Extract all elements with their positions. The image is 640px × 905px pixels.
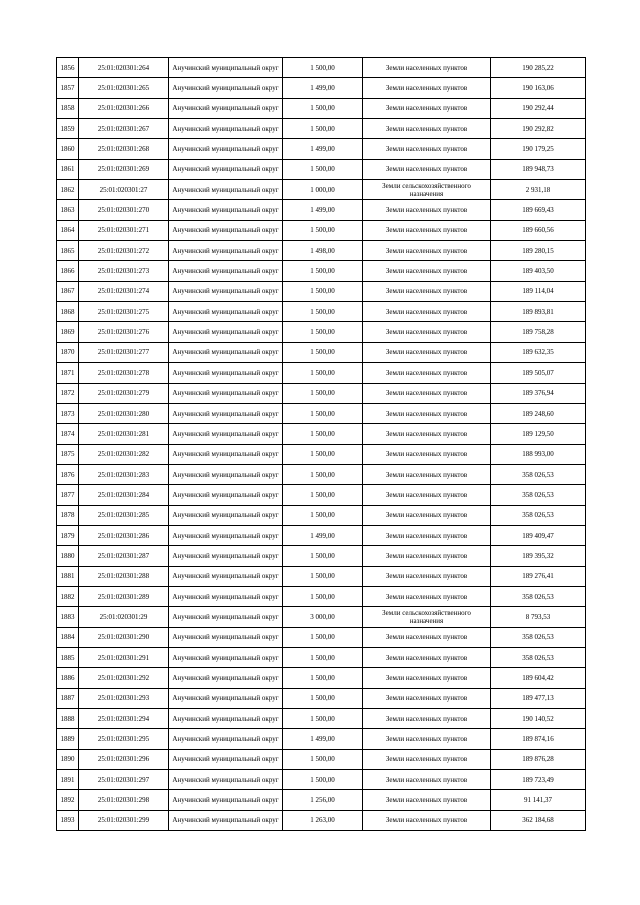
cadastral-value-cell: 189 477,13 [491, 688, 586, 708]
row-number-cell: 1860 [57, 139, 79, 159]
table-row [57, 261, 586, 281]
land-category-cell: Земли населенных пунктов [363, 322, 491, 342]
land-category-cell: Земли населенных пунктов [363, 444, 491, 464]
row-number-cell: 1877 [57, 485, 79, 505]
land-category-cell: Земли населенных пунктов [363, 281, 491, 301]
cadastral-number-cell: 25:01:020301:27 [79, 180, 169, 200]
district-cell: Анучинский муниципальный округ [169, 525, 283, 545]
table-row [57, 383, 586, 403]
cadastral-value-cell: 189 505,07 [491, 363, 586, 383]
table-row [57, 647, 586, 667]
land-category-cell: Земли населенных пунктов [363, 566, 491, 586]
table-row [57, 444, 586, 464]
area-cell: 1 500,00 [283, 322, 363, 342]
land-category-cell: Земли населенных пунктов [363, 383, 491, 403]
cadastral-value-cell: 189 129,50 [491, 424, 586, 444]
cadastral-value-cell: 189 409,47 [491, 525, 586, 545]
district-cell: Анучинский муниципальный округ [169, 505, 283, 525]
row-number-cell: 1881 [57, 566, 79, 586]
cadastral-number-cell: 25:01:020301:296 [79, 749, 169, 769]
row-number-cell: 1869 [57, 322, 79, 342]
table-row [57, 464, 586, 484]
table-row [57, 322, 586, 342]
table-row [57, 241, 586, 261]
district-cell: Анучинский муниципальный округ [169, 281, 283, 301]
row-number-cell: 1872 [57, 383, 79, 403]
cadastral-value-cell: 189 874,16 [491, 729, 586, 749]
row-number-cell: 1890 [57, 749, 79, 769]
area-cell: 1 500,00 [283, 403, 363, 423]
row-number-cell: 1883 [57, 607, 79, 627]
cadastral-number-cell: 25:01:020301:280 [79, 403, 169, 423]
cadastral-value-cell: 189 632,35 [491, 342, 586, 362]
land-plots-table [56, 57, 586, 831]
cadastral-value-cell: 190 292,82 [491, 119, 586, 139]
cadastral-value-cell: 189 403,50 [491, 261, 586, 281]
district-cell: Анучинский муниципальный округ [169, 322, 283, 342]
land-category-cell: Земли населенных пунктов [363, 403, 491, 423]
row-number-cell: 1856 [57, 58, 79, 78]
area-cell: 1 500,00 [283, 505, 363, 525]
land-category-cell: Земли населенных пунктов [363, 668, 491, 688]
cadastral-number-cell: 25:01:020301:293 [79, 688, 169, 708]
district-cell: Анучинский муниципальный округ [169, 119, 283, 139]
cadastral-value-cell: 188 993,00 [491, 444, 586, 464]
district-cell: Анучинский муниципальный округ [169, 586, 283, 606]
land-category-cell: Земли населенных пунктов [363, 810, 491, 830]
cadastral-number-cell: 25:01:020301:297 [79, 770, 169, 790]
cadastral-number-cell: 25:01:020301:264 [79, 58, 169, 78]
cadastral-value-cell: 189 758,28 [491, 322, 586, 342]
row-number-cell: 1864 [57, 220, 79, 240]
cadastral-number-cell: 25:01:020301:29 [79, 607, 169, 627]
table-row [57, 790, 586, 810]
land-category-cell: Земли населенных пунктов [363, 98, 491, 118]
cadastral-value-cell: 358 026,53 [491, 505, 586, 525]
land-category-cell: Земли населенных пунктов [363, 78, 491, 98]
cadastral-number-cell: 25:01:020301:282 [79, 444, 169, 464]
row-number-cell: 1863 [57, 200, 79, 220]
table-row [57, 749, 586, 769]
table-row [57, 729, 586, 749]
table-row [57, 566, 586, 586]
table-row [57, 546, 586, 566]
area-cell: 1 499,00 [283, 139, 363, 159]
area-cell: 1 500,00 [283, 58, 363, 78]
cadastral-number-cell: 25:01:020301:290 [79, 627, 169, 647]
table-row [57, 281, 586, 301]
land-category-cell: Земли населенных пунктов [363, 119, 491, 139]
land-category-cell: Земли населенных пунктов [363, 790, 491, 810]
district-cell: Анучинский муниципальный округ [169, 668, 283, 688]
cadastral-value-cell: 358 026,53 [491, 464, 586, 484]
cadastral-number-cell: 25:01:020301:295 [79, 729, 169, 749]
district-cell: Анучинский муниципальный округ [169, 241, 283, 261]
cadastral-value-cell: 189 604,42 [491, 668, 586, 688]
cadastral-number-cell: 25:01:020301:291 [79, 647, 169, 667]
land-category-cell: Земли населенных пунктов [363, 546, 491, 566]
row-number-cell: 1891 [57, 770, 79, 790]
cadastral-value-cell: 190 285,22 [491, 58, 586, 78]
row-number-cell: 1887 [57, 688, 79, 708]
cadastral-number-cell: 25:01:020301:294 [79, 709, 169, 729]
cadastral-number-cell: 25:01:020301:284 [79, 485, 169, 505]
land-category-cell: Земли населенных пунктов [363, 709, 491, 729]
cadastral-value-cell: 189 893,81 [491, 302, 586, 322]
area-cell: 1 000,00 [283, 180, 363, 200]
cadastral-value-cell: 358 026,53 [491, 627, 586, 647]
area-cell: 1 500,00 [283, 627, 363, 647]
table-row [57, 342, 586, 362]
area-cell: 1 499,00 [283, 78, 363, 98]
land-category-cell: Земли населенных пунктов [363, 729, 491, 749]
row-number-cell: 1870 [57, 342, 79, 362]
cadastral-value-cell: 2 931,18 [491, 180, 586, 200]
cadastral-number-cell: 25:01:020301:287 [79, 546, 169, 566]
cadastral-value-cell: 189 660,56 [491, 220, 586, 240]
area-cell: 1 500,00 [283, 342, 363, 362]
area-cell: 1 500,00 [283, 261, 363, 281]
area-cell: 1 500,00 [283, 220, 363, 240]
cadastral-value-cell: 362 184,68 [491, 810, 586, 830]
table-row [57, 424, 586, 444]
table-row [57, 302, 586, 322]
land-category-cell: Земли населенных пунктов [363, 464, 491, 484]
row-number-cell: 1889 [57, 729, 79, 749]
area-cell: 1 499,00 [283, 729, 363, 749]
row-number-cell: 1867 [57, 281, 79, 301]
cadastral-value-cell: 189 248,60 [491, 403, 586, 423]
district-cell: Анучинский муниципальный округ [169, 98, 283, 118]
district-cell: Анучинский муниципальный округ [169, 200, 283, 220]
land-category-cell: Земли населенных пунктов [363, 424, 491, 444]
area-cell: 1 500,00 [283, 709, 363, 729]
area-cell: 1 498,00 [283, 241, 363, 261]
district-cell: Анучинский муниципальный округ [169, 729, 283, 749]
table-row [57, 98, 586, 118]
land-category-cell: Земли населенных пунктов [363, 525, 491, 545]
district-cell: Анучинский муниципальный округ [169, 58, 283, 78]
area-cell: 1 500,00 [283, 566, 363, 586]
cadastral-number-cell: 25:01:020301:274 [79, 281, 169, 301]
area-cell: 1 500,00 [283, 668, 363, 688]
cadastral-number-cell: 25:01:020301:276 [79, 322, 169, 342]
row-number-cell: 1868 [57, 302, 79, 322]
row-number-cell: 1875 [57, 444, 79, 464]
cadastral-number-cell: 25:01:020301:268 [79, 139, 169, 159]
district-cell: Анучинский муниципальный округ [169, 424, 283, 444]
district-cell: Анучинский муниципальный округ [169, 180, 283, 200]
district-cell: Анучинский муниципальный округ [169, 383, 283, 403]
land-category-cell: Земли сельскохозяйственного назначения [363, 607, 491, 627]
cadastral-value-cell: 190 292,44 [491, 98, 586, 118]
table-row [57, 688, 586, 708]
area-cell: 1 500,00 [283, 688, 363, 708]
row-number-cell: 1878 [57, 505, 79, 525]
cadastral-number-cell: 25:01:020301:279 [79, 383, 169, 403]
district-cell: Анучинский муниципальный округ [169, 363, 283, 383]
district-cell: Анучинский муниципальный округ [169, 464, 283, 484]
cadastral-number-cell: 25:01:020301:267 [79, 119, 169, 139]
cadastral-value-cell: 358 026,53 [491, 485, 586, 505]
area-cell: 1 500,00 [283, 546, 363, 566]
cadastral-number-cell: 25:01:020301:272 [79, 241, 169, 261]
land-category-cell: Земли населенных пунктов [363, 627, 491, 647]
district-cell: Анучинский муниципальный округ [169, 749, 283, 769]
row-number-cell: 1892 [57, 790, 79, 810]
row-number-cell: 1858 [57, 98, 79, 118]
row-number-cell: 1874 [57, 424, 79, 444]
table-row [57, 403, 586, 423]
cadastral-value-cell: 189 376,94 [491, 383, 586, 403]
area-cell: 1 500,00 [283, 302, 363, 322]
table-row [57, 607, 586, 627]
table-row [57, 159, 586, 179]
cadastral-value-cell: 189 395,32 [491, 546, 586, 566]
land-category-cell: Земли населенных пунктов [363, 241, 491, 261]
table-row [57, 363, 586, 383]
land-category-cell: Земли населенных пунктов [363, 505, 491, 525]
cadastral-value-cell: 358 026,53 [491, 586, 586, 606]
cadastral-number-cell: 25:01:020301:285 [79, 505, 169, 525]
area-cell: 1 500,00 [283, 383, 363, 403]
land-category-cell: Земли населенных пунктов [363, 58, 491, 78]
district-cell: Анучинский муниципальный округ [169, 790, 283, 810]
area-cell: 1 499,00 [283, 200, 363, 220]
row-number-cell: 1862 [57, 180, 79, 200]
area-cell: 1 500,00 [283, 119, 363, 139]
table-row [57, 505, 586, 525]
land-category-cell: Земли населенных пунктов [363, 139, 491, 159]
land-category-cell: Земли населенных пунктов [363, 363, 491, 383]
land-category-cell: Земли населенных пунктов [363, 200, 491, 220]
cadastral-number-cell: 25:01:020301:271 [79, 220, 169, 240]
table-row [57, 770, 586, 790]
area-cell: 3 000,00 [283, 607, 363, 627]
cadastral-value-cell: 189 276,41 [491, 566, 586, 586]
land-category-cell: Земли сельскохозяйственного назначения [363, 180, 491, 200]
table-row [57, 200, 586, 220]
cadastral-number-cell: 25:01:020301:286 [79, 525, 169, 545]
district-cell: Анучинский муниципальный округ [169, 647, 283, 667]
table-row [57, 810, 586, 830]
district-cell: Анучинский муниципальный округ [169, 566, 283, 586]
district-cell: Анучинский муниципальный округ [169, 342, 283, 362]
cadastral-number-cell: 25:01:020301:299 [79, 810, 169, 830]
row-number-cell: 1859 [57, 119, 79, 139]
area-cell: 1 500,00 [283, 424, 363, 444]
cadastral-value-cell: 8 793,53 [491, 607, 586, 627]
cadastral-value-cell: 189 114,04 [491, 281, 586, 301]
table-row [57, 119, 586, 139]
cadastral-value-cell: 358 026,53 [491, 647, 586, 667]
district-cell: Анучинский муниципальный округ [169, 220, 283, 240]
land-category-cell: Земли населенных пунктов [363, 342, 491, 362]
table-row [57, 180, 586, 200]
row-number-cell: 1871 [57, 363, 79, 383]
row-number-cell: 1886 [57, 668, 79, 688]
cadastral-number-cell: 25:01:020301:281 [79, 424, 169, 444]
land-category-cell: Земли населенных пунктов [363, 586, 491, 606]
table-row [57, 139, 586, 159]
district-cell: Анучинский муниципальный округ [169, 627, 283, 647]
land-category-cell: Земли населенных пунктов [363, 261, 491, 281]
land-category-cell: Земли населенных пунктов [363, 688, 491, 708]
table-row [57, 627, 586, 647]
table-row [57, 220, 586, 240]
row-number-cell: 1888 [57, 709, 79, 729]
row-number-cell: 1876 [57, 464, 79, 484]
table-row [57, 485, 586, 505]
area-cell: 1 500,00 [283, 281, 363, 301]
row-number-cell: 1873 [57, 403, 79, 423]
cadastral-value-cell: 190 140,52 [491, 709, 586, 729]
cadastral-value-cell: 189 723,49 [491, 770, 586, 790]
cadastral-value-cell: 189 876,28 [491, 749, 586, 769]
district-cell: Анучинский муниципальный округ [169, 810, 283, 830]
cadastral-number-cell: 25:01:020301:273 [79, 261, 169, 281]
row-number-cell: 1857 [57, 78, 79, 98]
table-row [57, 78, 586, 98]
district-cell: Анучинский муниципальный округ [169, 688, 283, 708]
cadastral-number-cell: 25:01:020301:277 [79, 342, 169, 362]
area-cell: 1 500,00 [283, 363, 363, 383]
row-number-cell: 1884 [57, 627, 79, 647]
cadastral-value-cell: 189 280,15 [491, 241, 586, 261]
district-cell: Анучинский муниципальный округ [169, 261, 283, 281]
district-cell: Анучинский муниципальный округ [169, 485, 283, 505]
table-body [57, 58, 586, 831]
cadastral-number-cell: 25:01:020301:283 [79, 464, 169, 484]
cadastral-value-cell: 190 179,25 [491, 139, 586, 159]
cadastral-number-cell: 25:01:020301:269 [79, 159, 169, 179]
row-number-cell: 1861 [57, 159, 79, 179]
cadastral-value-cell: 189 948,73 [491, 159, 586, 179]
area-cell: 1 256,00 [283, 790, 363, 810]
district-cell: Анучинский муниципальный округ [169, 546, 283, 566]
cadastral-value-cell: 189 669,43 [491, 200, 586, 220]
cadastral-number-cell: 25:01:020301:270 [79, 200, 169, 220]
area-cell: 1 500,00 [283, 464, 363, 484]
cadastral-number-cell: 25:01:020301:275 [79, 302, 169, 322]
district-cell: Анучинский муниципальный округ [169, 444, 283, 464]
row-number-cell: 1879 [57, 525, 79, 545]
district-cell: Анучинский муниципальный округ [169, 403, 283, 423]
area-cell: 1 500,00 [283, 159, 363, 179]
district-cell: Анучинский муниципальный округ [169, 302, 283, 322]
table-row [57, 525, 586, 545]
area-cell: 1 263,00 [283, 810, 363, 830]
area-cell: 1 500,00 [283, 647, 363, 667]
area-cell: 1 500,00 [283, 485, 363, 505]
district-cell: Анучинский муниципальный округ [169, 709, 283, 729]
cadastral-number-cell: 25:01:020301:265 [79, 78, 169, 98]
district-cell: Анучинский муниципальный округ [169, 607, 283, 627]
land-category-cell: Земли населенных пунктов [363, 302, 491, 322]
row-number-cell: 1865 [57, 241, 79, 261]
land-category-cell: Земли населенных пунктов [363, 647, 491, 667]
area-cell: 1 500,00 [283, 586, 363, 606]
area-cell: 1 500,00 [283, 98, 363, 118]
area-cell: 1 499,00 [283, 525, 363, 545]
area-cell: 1 500,00 [283, 444, 363, 464]
land-category-cell: Земли населенных пунктов [363, 485, 491, 505]
table-row [57, 586, 586, 606]
district-cell: Анучинский муниципальный округ [169, 159, 283, 179]
row-number-cell: 1866 [57, 261, 79, 281]
district-cell: Анучинский муниципальный округ [169, 770, 283, 790]
table-row [57, 709, 586, 729]
cadastral-value-cell: 190 163,06 [491, 78, 586, 98]
cadastral-number-cell: 25:01:020301:266 [79, 98, 169, 118]
district-cell: Анучинский муниципальный округ [169, 78, 283, 98]
row-number-cell: 1893 [57, 810, 79, 830]
land-category-cell: Земли населенных пунктов [363, 220, 491, 240]
cadastral-number-cell: 25:01:020301:278 [79, 363, 169, 383]
cadastral-number-cell: 25:01:020301:288 [79, 566, 169, 586]
district-cell: Анучинский муниципальный округ [169, 139, 283, 159]
land-category-cell: Земли населенных пунктов [363, 749, 491, 769]
cadastral-number-cell: 25:01:020301:289 [79, 586, 169, 606]
area-cell: 1 500,00 [283, 770, 363, 790]
table-row [57, 58, 586, 78]
table-row [57, 668, 586, 688]
row-number-cell: 1882 [57, 586, 79, 606]
land-category-cell: Земли населенных пунктов [363, 159, 491, 179]
cadastral-number-cell: 25:01:020301:292 [79, 668, 169, 688]
area-cell: 1 500,00 [283, 749, 363, 769]
row-number-cell: 1885 [57, 647, 79, 667]
land-category-cell: Земли населенных пунктов [363, 770, 491, 790]
row-number-cell: 1880 [57, 546, 79, 566]
cadastral-number-cell: 25:01:020301:298 [79, 790, 169, 810]
cadastral-value-cell: 91 141,37 [491, 790, 586, 810]
